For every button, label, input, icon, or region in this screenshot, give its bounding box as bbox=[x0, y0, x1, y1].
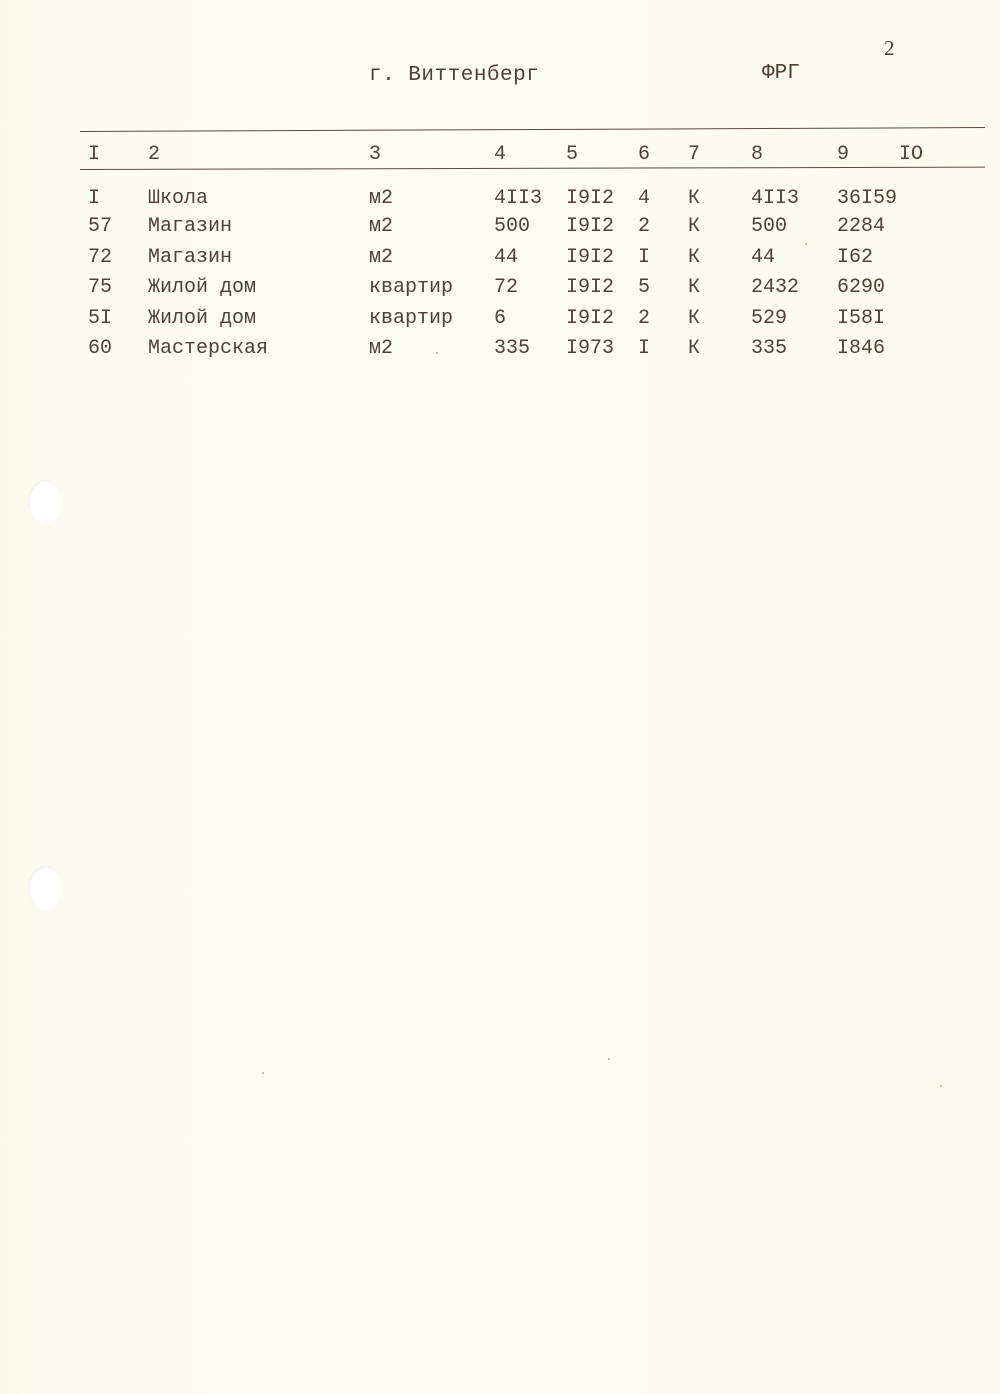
table-cell: I846 bbox=[837, 337, 886, 360]
table-cell: 44 bbox=[751, 246, 776, 269]
table-cell: Школа bbox=[148, 187, 209, 210]
table-cell: I62 bbox=[837, 246, 874, 269]
column-header: 2 bbox=[148, 143, 161, 166]
table-cell: 44 bbox=[494, 246, 519, 269]
table-cell: I9I2 bbox=[566, 276, 615, 299]
table-cell: Мастерская bbox=[148, 337, 269, 360]
country-heading: ФРГ bbox=[762, 62, 800, 85]
table-cell: 500 bbox=[751, 215, 788, 238]
table-cell: 6290 bbox=[837, 276, 886, 299]
table-cell: Магазин bbox=[148, 246, 233, 269]
table-cell: 2284 bbox=[837, 215, 886, 238]
table-cell: К bbox=[688, 246, 701, 269]
table-cell: К bbox=[688, 187, 701, 210]
table-cell: квартир bbox=[369, 276, 454, 299]
table-cell: К bbox=[688, 337, 701, 360]
table-cell: 2 bbox=[638, 307, 651, 330]
column-header: IO bbox=[899, 143, 924, 166]
column-header: 3 bbox=[369, 143, 382, 166]
column-header: 4 bbox=[494, 143, 507, 166]
punch-hole bbox=[28, 866, 62, 910]
column-header: 7 bbox=[688, 143, 701, 166]
table-cell: I9I2 bbox=[566, 246, 615, 269]
table-cell: I9I2 bbox=[566, 215, 615, 238]
paper-speck bbox=[608, 1058, 610, 1060]
table-cell: 500 bbox=[494, 215, 531, 238]
table-top-rule bbox=[80, 127, 985, 132]
table-cell: 72 bbox=[494, 276, 519, 299]
table-cell: 60 bbox=[88, 337, 113, 360]
table-cell: 4 bbox=[638, 187, 651, 210]
column-header: I bbox=[88, 143, 101, 166]
table-cell: I9I2 bbox=[566, 307, 615, 330]
table-cell: К bbox=[688, 276, 701, 299]
table-cell: Жилой дом bbox=[148, 307, 257, 330]
city-heading: г. Виттенберг bbox=[369, 64, 540, 87]
column-header: 6 bbox=[638, 143, 651, 166]
table-row bbox=[0, 307, 1000, 335]
table-cell: 5I bbox=[88, 307, 113, 330]
table-cell: м2 bbox=[369, 215, 394, 238]
table-cell: 4II3 bbox=[494, 187, 543, 210]
column-header: 5 bbox=[566, 143, 579, 166]
table-row bbox=[0, 276, 1000, 304]
table-cell: К bbox=[688, 307, 701, 330]
table-cell: 5 bbox=[638, 276, 651, 299]
paper-speck bbox=[805, 243, 807, 245]
table-cell: м2 bbox=[369, 337, 394, 360]
table-cell: Магазин bbox=[148, 215, 233, 238]
table-cell: 75 bbox=[88, 276, 113, 299]
table-cell: I9I2 bbox=[566, 187, 615, 210]
table-row bbox=[0, 246, 1000, 274]
table-row bbox=[0, 187, 1000, 215]
table-cell: I bbox=[638, 337, 651, 360]
table-cell: I bbox=[638, 246, 651, 269]
table-cell: 2 bbox=[638, 215, 651, 238]
table-cell: К bbox=[688, 215, 701, 238]
table-cell: 529 bbox=[751, 307, 788, 330]
table-cell: квартир bbox=[369, 307, 454, 330]
table-cell: I58I bbox=[837, 307, 886, 330]
paper-speck bbox=[262, 1072, 264, 1074]
table-row bbox=[0, 215, 1000, 243]
table-cell: 6 bbox=[494, 307, 507, 330]
table-cell: I973 bbox=[566, 337, 615, 360]
column-header: 9 bbox=[837, 143, 850, 166]
page-number: 2 bbox=[884, 36, 895, 60]
paper-speck bbox=[940, 1085, 942, 1087]
table-cell: м2 bbox=[369, 187, 394, 210]
table-cell: 335 bbox=[494, 337, 531, 360]
table-cell: Жилой дом bbox=[148, 276, 257, 299]
table-row bbox=[0, 337, 1000, 365]
table-cell: 4II3 bbox=[751, 187, 800, 210]
table-cell: м2 bbox=[369, 246, 394, 269]
table-cell: 36I59 bbox=[837, 187, 898, 210]
table-cell: 72 bbox=[88, 246, 113, 269]
table-cell: 57 bbox=[88, 215, 113, 238]
table-cell: 2432 bbox=[751, 276, 800, 299]
paper-speck bbox=[436, 352, 438, 354]
table-cell: I bbox=[88, 187, 101, 210]
table-cell: 335 bbox=[751, 337, 788, 360]
punch-hole bbox=[28, 480, 62, 524]
column-header: 8 bbox=[751, 143, 764, 166]
